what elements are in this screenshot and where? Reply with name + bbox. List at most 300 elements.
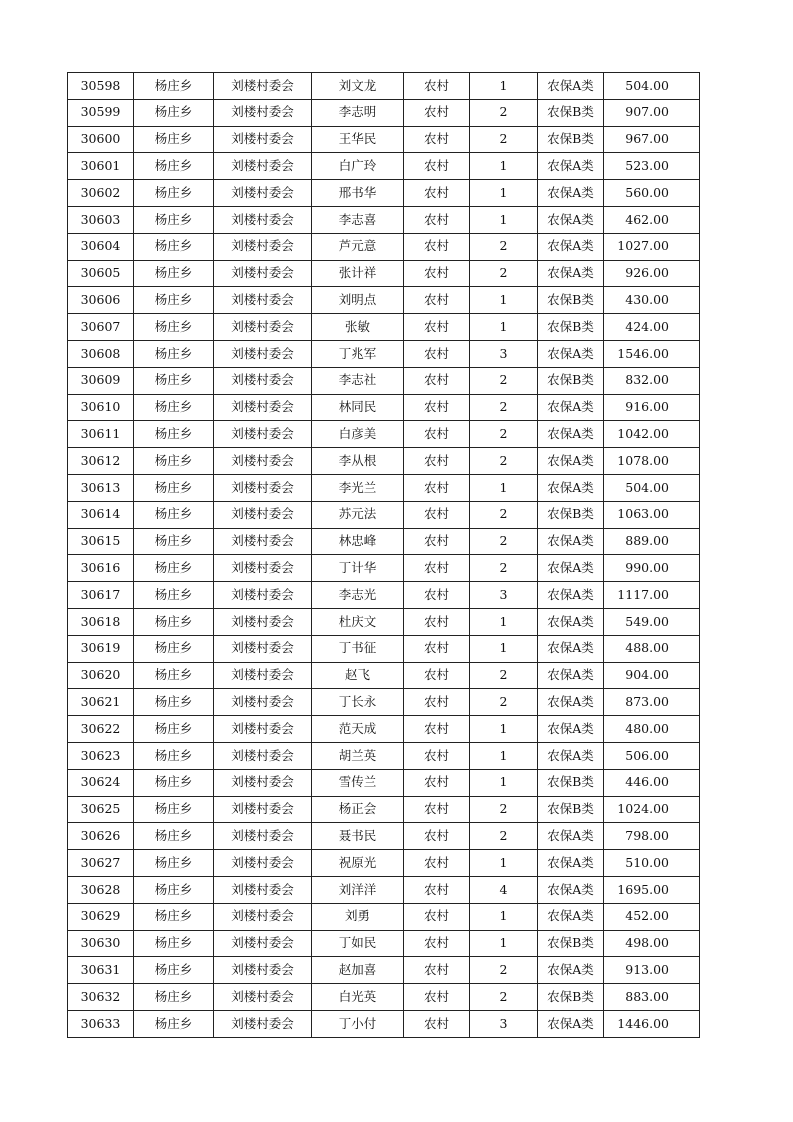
household-count-cell: 1 bbox=[470, 769, 538, 796]
household-count-cell: 3 bbox=[470, 1010, 538, 1037]
record-id-cell: 30631 bbox=[68, 957, 134, 984]
household-count-cell: 2 bbox=[470, 689, 538, 716]
household-count-cell: 2 bbox=[470, 421, 538, 448]
household-count-cell: 1 bbox=[470, 608, 538, 635]
record-id-cell: 30611 bbox=[68, 421, 134, 448]
record-id-cell: 30604 bbox=[68, 233, 134, 260]
household-count-cell: 1 bbox=[470, 716, 538, 743]
record-id-cell: 30602 bbox=[68, 180, 134, 207]
area-type-cell: 农村 bbox=[404, 930, 470, 957]
township-cell: 杨庄乡 bbox=[134, 608, 214, 635]
insurance-category-cell: 农保B类 bbox=[538, 796, 604, 823]
table-row bbox=[68, 555, 700, 582]
township-cell: 杨庄乡 bbox=[134, 662, 214, 689]
amount-cell: 907.00 bbox=[604, 99, 700, 126]
record-id-cell: 30609 bbox=[68, 367, 134, 394]
township-cell: 杨庄乡 bbox=[134, 582, 214, 609]
insurance-category-cell: 农保A类 bbox=[538, 850, 604, 877]
township-cell: 杨庄乡 bbox=[134, 742, 214, 769]
table-row bbox=[68, 903, 700, 930]
amount-cell: 913.00 bbox=[604, 957, 700, 984]
insurance-category-cell: 农保B类 bbox=[538, 314, 604, 341]
record-id-cell: 30621 bbox=[68, 689, 134, 716]
area-type-cell: 农村 bbox=[404, 448, 470, 475]
person-name-cell: 李志光 bbox=[312, 582, 404, 609]
insurance-category-cell: 农保A类 bbox=[538, 903, 604, 930]
area-type-cell: 农村 bbox=[404, 126, 470, 153]
insurance-category-cell: 农保A类 bbox=[538, 608, 604, 635]
township-cell: 杨庄乡 bbox=[134, 876, 214, 903]
record-id-cell: 30622 bbox=[68, 716, 134, 743]
area-type-cell: 农村 bbox=[404, 1010, 470, 1037]
household-count-cell: 1 bbox=[470, 287, 538, 314]
record-id-cell: 30632 bbox=[68, 984, 134, 1011]
amount-cell: 424.00 bbox=[604, 314, 700, 341]
village-committee-cell: 刘楼村委会 bbox=[214, 930, 312, 957]
household-count-cell: 2 bbox=[470, 126, 538, 153]
household-count-cell: 1 bbox=[470, 930, 538, 957]
township-cell: 杨庄乡 bbox=[134, 555, 214, 582]
insurance-category-cell: 农保A类 bbox=[538, 421, 604, 448]
insurance-category-cell: 农保B类 bbox=[538, 930, 604, 957]
record-id-cell: 30629 bbox=[68, 903, 134, 930]
table-row bbox=[68, 823, 700, 850]
household-count-cell: 2 bbox=[470, 984, 538, 1011]
village-committee-cell: 刘楼村委会 bbox=[214, 555, 312, 582]
area-type-cell: 农村 bbox=[404, 769, 470, 796]
amount-cell: 1117.00 bbox=[604, 582, 700, 609]
table-row bbox=[68, 501, 700, 528]
village-committee-cell: 刘楼村委会 bbox=[214, 769, 312, 796]
village-committee-cell: 刘楼村委会 bbox=[214, 99, 312, 126]
table-row bbox=[68, 153, 700, 180]
village-committee-cell: 刘楼村委会 bbox=[214, 582, 312, 609]
township-cell: 杨庄乡 bbox=[134, 448, 214, 475]
amount-cell: 549.00 bbox=[604, 608, 700, 635]
area-type-cell: 农村 bbox=[404, 394, 470, 421]
amount-cell: 926.00 bbox=[604, 260, 700, 287]
township-cell: 杨庄乡 bbox=[134, 126, 214, 153]
area-type-cell: 农村 bbox=[404, 287, 470, 314]
amount-cell: 1546.00 bbox=[604, 340, 700, 367]
person-name-cell: 张敏 bbox=[312, 314, 404, 341]
household-count-cell: 3 bbox=[470, 340, 538, 367]
table-row bbox=[68, 99, 700, 126]
table-row bbox=[68, 608, 700, 635]
household-count-cell: 2 bbox=[470, 394, 538, 421]
township-cell: 杨庄乡 bbox=[134, 421, 214, 448]
area-type-cell: 农村 bbox=[404, 474, 470, 501]
insurance-category-cell: 农保A类 bbox=[538, 742, 604, 769]
table-row bbox=[68, 876, 700, 903]
village-committee-cell: 刘楼村委会 bbox=[214, 796, 312, 823]
table-row bbox=[68, 1010, 700, 1037]
person-name-cell: 李志社 bbox=[312, 367, 404, 394]
document-page bbox=[67, 72, 699, 1038]
amount-cell: 1027.00 bbox=[604, 233, 700, 260]
amount-cell: 967.00 bbox=[604, 126, 700, 153]
person-name-cell: 白彦美 bbox=[312, 421, 404, 448]
township-cell: 杨庄乡 bbox=[134, 850, 214, 877]
person-name-cell: 丁如民 bbox=[312, 930, 404, 957]
village-committee-cell: 刘楼村委会 bbox=[214, 474, 312, 501]
insurance-category-cell: 农保A类 bbox=[538, 582, 604, 609]
area-type-cell: 农村 bbox=[404, 153, 470, 180]
amount-cell: 883.00 bbox=[604, 984, 700, 1011]
table-row bbox=[68, 126, 700, 153]
village-committee-cell: 刘楼村委会 bbox=[214, 823, 312, 850]
record-id-cell: 30608 bbox=[68, 340, 134, 367]
area-type-cell: 农村 bbox=[404, 662, 470, 689]
village-committee-cell: 刘楼村委会 bbox=[214, 394, 312, 421]
insurance-category-cell: 农保A类 bbox=[538, 340, 604, 367]
village-committee-cell: 刘楼村委会 bbox=[214, 501, 312, 528]
insurance-category-cell: 农保B类 bbox=[538, 501, 604, 528]
township-cell: 杨庄乡 bbox=[134, 260, 214, 287]
table-row bbox=[68, 260, 700, 287]
township-cell: 杨庄乡 bbox=[134, 153, 214, 180]
village-committee-cell: 刘楼村委会 bbox=[214, 984, 312, 1011]
village-committee-cell: 刘楼村委会 bbox=[214, 662, 312, 689]
household-count-cell: 2 bbox=[470, 260, 538, 287]
household-count-cell: 2 bbox=[470, 367, 538, 394]
person-name-cell: 范天成 bbox=[312, 716, 404, 743]
amount-cell: 430.00 bbox=[604, 287, 700, 314]
area-type-cell: 农村 bbox=[404, 555, 470, 582]
person-name-cell: 李光兰 bbox=[312, 474, 404, 501]
area-type-cell: 农村 bbox=[404, 876, 470, 903]
household-count-cell: 2 bbox=[470, 528, 538, 555]
table-row bbox=[68, 233, 700, 260]
amount-cell: 832.00 bbox=[604, 367, 700, 394]
person-name-cell: 丁计华 bbox=[312, 555, 404, 582]
amount-cell: 498.00 bbox=[604, 930, 700, 957]
area-type-cell: 农村 bbox=[404, 957, 470, 984]
household-count-cell: 1 bbox=[470, 153, 538, 180]
village-committee-cell: 刘楼村委会 bbox=[214, 314, 312, 341]
area-type-cell: 农村 bbox=[404, 260, 470, 287]
table-row bbox=[68, 474, 700, 501]
amount-cell: 904.00 bbox=[604, 662, 700, 689]
insurance-category-cell: 农保A类 bbox=[538, 689, 604, 716]
person-name-cell: 白光英 bbox=[312, 984, 404, 1011]
amount-cell: 523.00 bbox=[604, 153, 700, 180]
person-name-cell: 胡兰英 bbox=[312, 742, 404, 769]
household-count-cell: 1 bbox=[470, 635, 538, 662]
household-count-cell: 2 bbox=[470, 662, 538, 689]
area-type-cell: 农村 bbox=[404, 716, 470, 743]
amount-cell: 488.00 bbox=[604, 635, 700, 662]
area-type-cell: 农村 bbox=[404, 340, 470, 367]
record-id-cell: 30598 bbox=[68, 73, 134, 100]
area-type-cell: 农村 bbox=[404, 796, 470, 823]
township-cell: 杨庄乡 bbox=[134, 73, 214, 100]
person-name-cell: 林同民 bbox=[312, 394, 404, 421]
person-name-cell: 芦元意 bbox=[312, 233, 404, 260]
household-count-cell: 2 bbox=[470, 957, 538, 984]
township-cell: 杨庄乡 bbox=[134, 206, 214, 233]
amount-cell: 506.00 bbox=[604, 742, 700, 769]
area-type-cell: 农村 bbox=[404, 421, 470, 448]
record-id-cell: 30628 bbox=[68, 876, 134, 903]
record-id-cell: 30626 bbox=[68, 823, 134, 850]
village-committee-cell: 刘楼村委会 bbox=[214, 126, 312, 153]
township-cell: 杨庄乡 bbox=[134, 340, 214, 367]
record-id-cell: 30614 bbox=[68, 501, 134, 528]
village-committee-cell: 刘楼村委会 bbox=[214, 1010, 312, 1037]
insurance-category-cell: 农保A类 bbox=[538, 73, 604, 100]
village-committee-cell: 刘楼村委会 bbox=[214, 903, 312, 930]
table-row bbox=[68, 930, 700, 957]
village-committee-cell: 刘楼村委会 bbox=[214, 716, 312, 743]
person-name-cell: 杜庆文 bbox=[312, 608, 404, 635]
township-cell: 杨庄乡 bbox=[134, 716, 214, 743]
area-type-cell: 农村 bbox=[404, 582, 470, 609]
household-count-cell: 3 bbox=[470, 582, 538, 609]
amount-cell: 1078.00 bbox=[604, 448, 700, 475]
table-row bbox=[68, 206, 700, 233]
township-cell: 杨庄乡 bbox=[134, 689, 214, 716]
amount-cell: 510.00 bbox=[604, 850, 700, 877]
records-table-body bbox=[68, 73, 700, 1038]
insurance-category-cell: 农保B类 bbox=[538, 287, 604, 314]
record-id-cell: 30633 bbox=[68, 1010, 134, 1037]
table-row bbox=[68, 394, 700, 421]
amount-cell: 480.00 bbox=[604, 716, 700, 743]
record-id-cell: 30623 bbox=[68, 742, 134, 769]
record-id-cell: 30600 bbox=[68, 126, 134, 153]
person-name-cell: 丁长永 bbox=[312, 689, 404, 716]
township-cell: 杨庄乡 bbox=[134, 180, 214, 207]
person-name-cell: 雪传兰 bbox=[312, 769, 404, 796]
insurance-category-cell: 农保A类 bbox=[538, 1010, 604, 1037]
township-cell: 杨庄乡 bbox=[134, 957, 214, 984]
amount-cell: 1063.00 bbox=[604, 501, 700, 528]
record-id-cell: 30618 bbox=[68, 608, 134, 635]
village-committee-cell: 刘楼村委会 bbox=[214, 180, 312, 207]
household-count-cell: 2 bbox=[470, 448, 538, 475]
person-name-cell: 赵加喜 bbox=[312, 957, 404, 984]
area-type-cell: 农村 bbox=[404, 99, 470, 126]
village-committee-cell: 刘楼村委会 bbox=[214, 689, 312, 716]
records-table bbox=[67, 72, 700, 1038]
amount-cell: 462.00 bbox=[604, 206, 700, 233]
person-name-cell: 丁兆军 bbox=[312, 340, 404, 367]
area-type-cell: 农村 bbox=[404, 903, 470, 930]
township-cell: 杨庄乡 bbox=[134, 635, 214, 662]
record-id-cell: 30625 bbox=[68, 796, 134, 823]
insurance-category-cell: 农保A类 bbox=[538, 448, 604, 475]
person-name-cell: 王华民 bbox=[312, 126, 404, 153]
table-row bbox=[68, 850, 700, 877]
person-name-cell: 李从根 bbox=[312, 448, 404, 475]
household-count-cell: 4 bbox=[470, 876, 538, 903]
insurance-category-cell: 农保A类 bbox=[538, 233, 604, 260]
household-count-cell: 2 bbox=[470, 99, 538, 126]
village-committee-cell: 刘楼村委会 bbox=[214, 876, 312, 903]
amount-cell: 452.00 bbox=[604, 903, 700, 930]
person-name-cell: 祝原光 bbox=[312, 850, 404, 877]
record-id-cell: 30606 bbox=[68, 287, 134, 314]
amount-cell: 560.00 bbox=[604, 180, 700, 207]
person-name-cell: 杨正会 bbox=[312, 796, 404, 823]
household-count-cell: 1 bbox=[470, 180, 538, 207]
village-committee-cell: 刘楼村委会 bbox=[214, 233, 312, 260]
village-committee-cell: 刘楼村委会 bbox=[214, 421, 312, 448]
amount-cell: 990.00 bbox=[604, 555, 700, 582]
amount-cell: 873.00 bbox=[604, 689, 700, 716]
village-committee-cell: 刘楼村委会 bbox=[214, 448, 312, 475]
household-count-cell: 2 bbox=[470, 796, 538, 823]
household-count-cell: 2 bbox=[470, 555, 538, 582]
township-cell: 杨庄乡 bbox=[134, 903, 214, 930]
insurance-category-cell: 农保A类 bbox=[538, 876, 604, 903]
household-count-cell: 1 bbox=[470, 73, 538, 100]
table-row bbox=[68, 742, 700, 769]
insurance-category-cell: 农保A类 bbox=[538, 153, 604, 180]
township-cell: 杨庄乡 bbox=[134, 367, 214, 394]
household-count-cell: 2 bbox=[470, 233, 538, 260]
area-type-cell: 农村 bbox=[404, 850, 470, 877]
area-type-cell: 农村 bbox=[404, 501, 470, 528]
area-type-cell: 农村 bbox=[404, 635, 470, 662]
record-id-cell: 30615 bbox=[68, 528, 134, 555]
amount-cell: 1042.00 bbox=[604, 421, 700, 448]
person-name-cell: 丁书征 bbox=[312, 635, 404, 662]
person-name-cell: 赵飞 bbox=[312, 662, 404, 689]
table-row bbox=[68, 448, 700, 475]
amount-cell: 504.00 bbox=[604, 474, 700, 501]
record-id-cell: 30620 bbox=[68, 662, 134, 689]
township-cell: 杨庄乡 bbox=[134, 314, 214, 341]
area-type-cell: 农村 bbox=[404, 206, 470, 233]
village-committee-cell: 刘楼村委会 bbox=[214, 528, 312, 555]
village-committee-cell: 刘楼村委会 bbox=[214, 850, 312, 877]
insurance-category-cell: 农保A类 bbox=[538, 528, 604, 555]
township-cell: 杨庄乡 bbox=[134, 796, 214, 823]
table-row bbox=[68, 635, 700, 662]
table-row bbox=[68, 796, 700, 823]
insurance-category-cell: 农保B类 bbox=[538, 126, 604, 153]
record-id-cell: 30610 bbox=[68, 394, 134, 421]
record-id-cell: 30630 bbox=[68, 930, 134, 957]
township-cell: 杨庄乡 bbox=[134, 474, 214, 501]
person-name-cell: 聂书民 bbox=[312, 823, 404, 850]
area-type-cell: 农村 bbox=[404, 233, 470, 260]
township-cell: 杨庄乡 bbox=[134, 769, 214, 796]
table-row bbox=[68, 314, 700, 341]
insurance-category-cell: 农保B类 bbox=[538, 984, 604, 1011]
township-cell: 杨庄乡 bbox=[134, 930, 214, 957]
township-cell: 杨庄乡 bbox=[134, 287, 214, 314]
table-row bbox=[68, 340, 700, 367]
area-type-cell: 农村 bbox=[404, 528, 470, 555]
record-id-cell: 30605 bbox=[68, 260, 134, 287]
township-cell: 杨庄乡 bbox=[134, 233, 214, 260]
amount-cell: 798.00 bbox=[604, 823, 700, 850]
record-id-cell: 30624 bbox=[68, 769, 134, 796]
area-type-cell: 农村 bbox=[404, 73, 470, 100]
insurance-category-cell: 农保A类 bbox=[538, 474, 604, 501]
record-id-cell: 30619 bbox=[68, 635, 134, 662]
household-count-cell: 2 bbox=[470, 501, 538, 528]
area-type-cell: 农村 bbox=[404, 689, 470, 716]
amount-cell: 1446.00 bbox=[604, 1010, 700, 1037]
amount-cell: 1695.00 bbox=[604, 876, 700, 903]
person-name-cell: 白广玲 bbox=[312, 153, 404, 180]
table-row bbox=[68, 716, 700, 743]
insurance-category-cell: 农保A类 bbox=[538, 394, 604, 421]
township-cell: 杨庄乡 bbox=[134, 501, 214, 528]
insurance-category-cell: 农保A类 bbox=[538, 716, 604, 743]
amount-cell: 504.00 bbox=[604, 73, 700, 100]
village-committee-cell: 刘楼村委会 bbox=[214, 206, 312, 233]
village-committee-cell: 刘楼村委会 bbox=[214, 367, 312, 394]
table-row bbox=[68, 73, 700, 100]
household-count-cell: 1 bbox=[470, 850, 538, 877]
area-type-cell: 农村 bbox=[404, 984, 470, 1011]
table-row bbox=[68, 957, 700, 984]
village-committee-cell: 刘楼村委会 bbox=[214, 957, 312, 984]
record-id-cell: 30627 bbox=[68, 850, 134, 877]
record-id-cell: 30601 bbox=[68, 153, 134, 180]
table-row bbox=[68, 287, 700, 314]
village-committee-cell: 刘楼村委会 bbox=[214, 153, 312, 180]
table-row bbox=[68, 582, 700, 609]
person-name-cell: 刘洋洋 bbox=[312, 876, 404, 903]
person-name-cell: 李志明 bbox=[312, 99, 404, 126]
village-committee-cell: 刘楼村委会 bbox=[214, 287, 312, 314]
household-count-cell: 2 bbox=[470, 823, 538, 850]
person-name-cell: 苏元法 bbox=[312, 501, 404, 528]
person-name-cell: 丁小付 bbox=[312, 1010, 404, 1037]
table-row bbox=[68, 421, 700, 448]
record-id-cell: 30613 bbox=[68, 474, 134, 501]
insurance-category-cell: 农保A类 bbox=[538, 823, 604, 850]
insurance-category-cell: 农保A类 bbox=[538, 957, 604, 984]
village-committee-cell: 刘楼村委会 bbox=[214, 742, 312, 769]
area-type-cell: 农村 bbox=[404, 823, 470, 850]
household-count-cell: 1 bbox=[470, 742, 538, 769]
insurance-category-cell: 农保A类 bbox=[538, 635, 604, 662]
village-committee-cell: 刘楼村委会 bbox=[214, 340, 312, 367]
amount-cell: 446.00 bbox=[604, 769, 700, 796]
township-cell: 杨庄乡 bbox=[134, 984, 214, 1011]
table-row bbox=[68, 769, 700, 796]
record-id-cell: 30607 bbox=[68, 314, 134, 341]
amount-cell: 916.00 bbox=[604, 394, 700, 421]
table-row bbox=[68, 662, 700, 689]
person-name-cell: 刘明点 bbox=[312, 287, 404, 314]
table-row bbox=[68, 367, 700, 394]
table-row bbox=[68, 180, 700, 207]
insurance-category-cell: 农保A类 bbox=[538, 555, 604, 582]
area-type-cell: 农村 bbox=[404, 742, 470, 769]
person-name-cell: 邢书华 bbox=[312, 180, 404, 207]
record-id-cell: 30599 bbox=[68, 99, 134, 126]
area-type-cell: 农村 bbox=[404, 608, 470, 635]
record-id-cell: 30612 bbox=[68, 448, 134, 475]
record-id-cell: 30603 bbox=[68, 206, 134, 233]
record-id-cell: 30616 bbox=[68, 555, 134, 582]
village-committee-cell: 刘楼村委会 bbox=[214, 608, 312, 635]
household-count-cell: 1 bbox=[470, 474, 538, 501]
record-id-cell: 30617 bbox=[68, 582, 134, 609]
person-name-cell: 林忠峰 bbox=[312, 528, 404, 555]
township-cell: 杨庄乡 bbox=[134, 394, 214, 421]
insurance-category-cell: 农保A类 bbox=[538, 180, 604, 207]
township-cell: 杨庄乡 bbox=[134, 1010, 214, 1037]
